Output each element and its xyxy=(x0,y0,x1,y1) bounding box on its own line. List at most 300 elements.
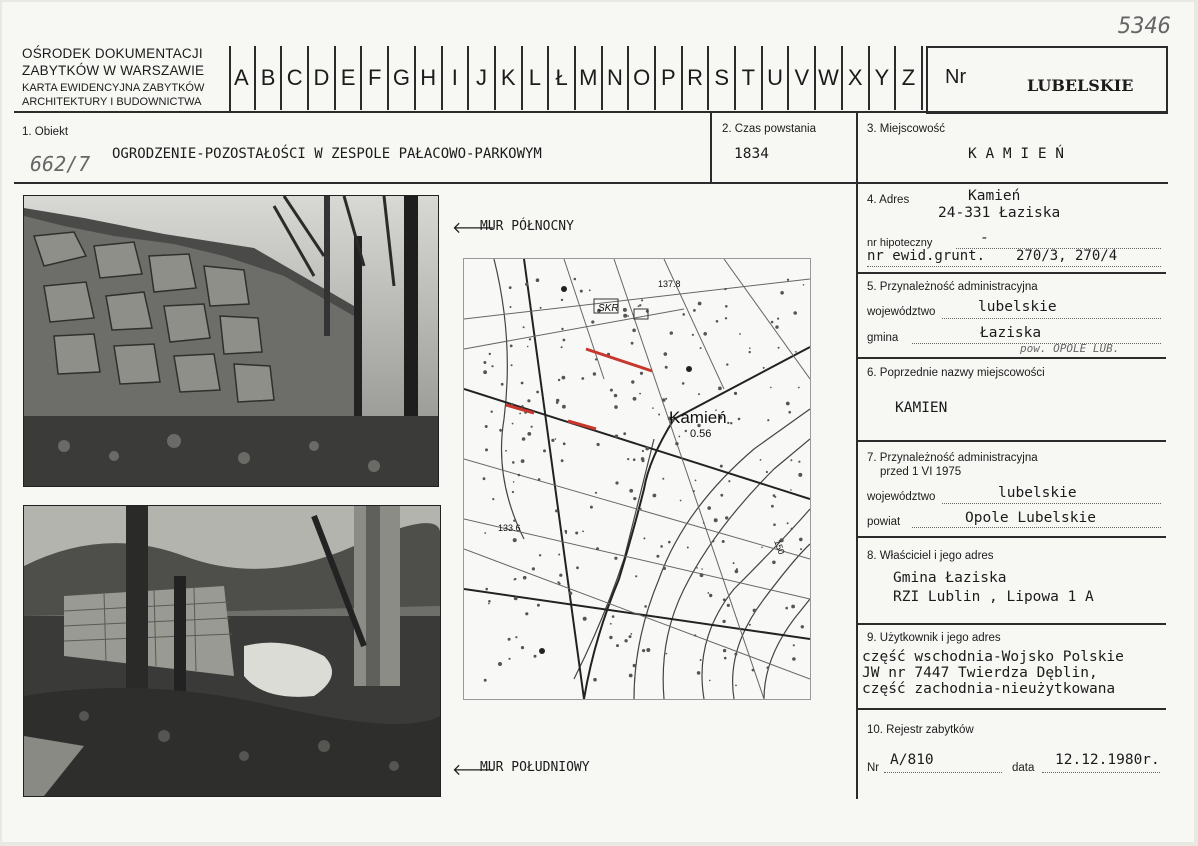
map-orchard-dot xyxy=(799,538,803,542)
caption-south: MUR POŁUDNIOWY xyxy=(480,760,590,775)
wlasciciel-line2: RZI Lublin , Lipowa 1 A xyxy=(893,589,1094,605)
map-orchard-dot xyxy=(696,567,698,569)
map-orchard-dot xyxy=(633,458,636,461)
poprzednie-value: KAMIEN xyxy=(895,400,948,416)
map-orchard-dot xyxy=(513,481,515,483)
map-orchard-dot xyxy=(665,366,668,369)
map-orchard-dot xyxy=(523,576,527,580)
map-orchard-dot xyxy=(561,328,563,330)
pow-note: pow. OPOLE LUB. xyxy=(1020,342,1120,355)
map-orchard-dot xyxy=(629,674,633,678)
map-orchard-dot xyxy=(700,659,702,661)
map-orchard-dot xyxy=(593,372,596,375)
region-name: LUBELSKIE xyxy=(1027,76,1134,95)
map-orchard-dot xyxy=(581,377,584,380)
map-orchard-dot xyxy=(574,278,577,281)
map-orchard-dot xyxy=(491,365,493,367)
letter-index-20: U xyxy=(763,46,790,110)
map-orchard-dot xyxy=(532,567,535,570)
map-orchard-dot xyxy=(714,518,718,522)
map-orchard-dot xyxy=(695,480,697,482)
map-orchard-dot xyxy=(803,284,805,286)
map-orchard-dot xyxy=(656,555,659,558)
map-orchard-dot xyxy=(561,459,564,462)
map-orchard-dot xyxy=(727,604,730,607)
map-orchard-dot xyxy=(786,402,790,406)
rejestr-nr-line xyxy=(884,772,1002,773)
map-orchard-dot xyxy=(508,638,511,641)
map-orchard-dot xyxy=(774,496,776,498)
map-orchard-dot xyxy=(693,490,695,492)
map-orchard-dot xyxy=(563,442,566,445)
map-orchard-dot xyxy=(559,574,562,577)
map-orchard-dot xyxy=(531,426,533,428)
map-orchard-dot xyxy=(633,497,636,500)
map-orchard-dot xyxy=(575,532,578,535)
letter-index-5: F xyxy=(362,46,389,110)
letter-index-6: G xyxy=(389,46,416,110)
map-orchard-dot xyxy=(665,398,667,400)
map-orchard-dot xyxy=(556,401,559,404)
map-orchard-dot xyxy=(700,573,704,577)
map-orchard-dot xyxy=(801,625,804,628)
rejestr-nr-value: A/810 xyxy=(890,752,934,768)
map-town-label: Kamień xyxy=(669,408,727,427)
map-orchard-dot xyxy=(642,649,645,652)
map-orchard-dot xyxy=(631,342,634,345)
map-orchard-dot xyxy=(640,508,642,510)
gmina-label: gmina xyxy=(867,332,899,344)
map-elevation-4: 150 xyxy=(772,538,787,556)
map-orchard-dot xyxy=(525,612,528,615)
map-orchard-dot xyxy=(787,279,789,281)
map-orchard-dot xyxy=(724,657,727,660)
map-orchard-dot xyxy=(485,448,488,451)
map-orchard-dot xyxy=(562,405,566,409)
map-orchard-dot xyxy=(641,299,643,301)
map-orchard-dot xyxy=(792,657,796,661)
letter-index-14: N xyxy=(603,46,630,110)
divider-row1 xyxy=(14,182,1168,184)
map-orchard-dot xyxy=(722,620,725,623)
map-orchard-dot xyxy=(642,450,644,452)
map-orchard-dot xyxy=(700,347,702,349)
woj-label: województwo xyxy=(867,306,936,318)
map-orchard-dot xyxy=(725,317,727,319)
obiekt-value: OGRODZENIE-POZOSTAŁOŚCI W ZESPOLE PAŁACOWO-PARKOWYM xyxy=(112,146,542,162)
map-orchard-dot xyxy=(569,592,573,596)
letter-index-0: A xyxy=(229,46,256,110)
ewid-label: nr ewid.grunt. xyxy=(867,248,986,264)
map-orchard-dot xyxy=(485,425,488,428)
uzytkownik-label: 9. Użytkownik i jego adres xyxy=(867,632,1001,644)
map-orchard-dot xyxy=(787,522,789,524)
map-orchard-dot xyxy=(527,346,529,348)
map-orchard-dot xyxy=(521,459,525,463)
map-orchard-dot xyxy=(646,648,650,652)
map-orchard-dot xyxy=(614,394,617,397)
map-orchard-dot xyxy=(723,598,726,601)
map-orchard-dot xyxy=(639,393,641,395)
map-orchard-dot xyxy=(555,438,557,440)
map-orchard-dot xyxy=(508,658,510,660)
map-orchard-dot xyxy=(763,367,765,369)
map-orchard-dot xyxy=(512,491,514,493)
letter-index-19: T xyxy=(736,46,763,110)
letter-index-13: M xyxy=(576,46,603,110)
map-orchard-dot xyxy=(771,321,774,324)
map-orchard-dot xyxy=(483,477,486,480)
map-orchard-dot xyxy=(519,413,521,415)
map-orchard-dot xyxy=(722,540,725,543)
map-orchard-dot xyxy=(798,387,800,389)
map-orchard-dot xyxy=(558,554,560,556)
divider-sec5 xyxy=(856,272,1166,274)
map-orchard-dot xyxy=(565,532,567,534)
letter-index-18: S xyxy=(709,46,736,110)
map-orchard-dot xyxy=(501,383,504,386)
letter-index-21: V xyxy=(789,46,816,110)
map-orchard-dot xyxy=(639,304,641,306)
map-orchard-dot xyxy=(527,399,530,402)
map-orchard-dot xyxy=(510,306,512,308)
map-orchard-dot xyxy=(723,649,726,652)
map-orchard-dot xyxy=(693,309,696,312)
letter-index-7: H xyxy=(416,46,443,110)
map-orchard-dot xyxy=(767,419,769,421)
map-orchard-dot xyxy=(538,478,541,481)
map-orchard-dot xyxy=(627,315,629,317)
przynaleznosc1975-label1: 7. Przynależność administracyjna xyxy=(867,452,1038,464)
map-orchard-dot xyxy=(551,439,554,442)
uzytkownik-line1: część wschodnia-Wojsko Polskie xyxy=(862,649,1124,665)
map-orchard-dot xyxy=(534,655,537,658)
map-elevation-2: 137.8 xyxy=(658,279,681,289)
letter-index-10: K xyxy=(496,46,523,110)
map-orchard-dot xyxy=(718,387,722,391)
map-orchard-dot xyxy=(670,331,673,334)
map-orchard-dot xyxy=(515,636,517,638)
map-orchard-dot xyxy=(733,562,735,564)
map-orchard-dot xyxy=(543,449,546,452)
map-orchard-dot xyxy=(720,465,723,468)
map-orchard-dot xyxy=(687,547,689,549)
map-orchard-dot xyxy=(735,685,737,687)
map-orchard-dot xyxy=(709,594,712,597)
map-orchard-dot xyxy=(583,617,587,621)
map-orchard-dot xyxy=(623,308,627,312)
corner-number: 5346 xyxy=(1118,14,1171,39)
map-orchard-dot xyxy=(512,423,514,425)
map-orchard-dot xyxy=(623,314,627,318)
nr-label: Nr xyxy=(945,66,967,88)
letter-index-24: Y xyxy=(870,46,897,110)
org-line3: KARTA EWIDENCYJNA ZABYTKÓW xyxy=(22,82,205,94)
map-orchard-dot xyxy=(610,623,612,625)
map-orchard-dot xyxy=(492,498,494,500)
letter-index xyxy=(229,46,923,110)
map-orchard-dot xyxy=(682,313,685,316)
map-orchard-dot xyxy=(785,607,788,610)
woj1975-line xyxy=(942,503,1161,504)
map-orchard-dot xyxy=(488,603,490,605)
map-orchard-dot xyxy=(725,305,728,308)
map-orchard-dot xyxy=(727,422,729,424)
divider-sec9 xyxy=(856,623,1166,625)
map-orchard-dot xyxy=(630,633,632,635)
map-orchard-dot xyxy=(698,393,700,395)
letter-index-22: W xyxy=(816,46,843,110)
map-orchard-dot xyxy=(589,289,591,291)
map-orchard-dot xyxy=(596,547,599,550)
map-orchard-dot xyxy=(653,494,657,498)
map-orchard-dot xyxy=(615,481,618,484)
divider-sec8 xyxy=(856,536,1166,538)
map-orchard-dot xyxy=(663,567,666,570)
letter-index-8: I xyxy=(443,46,470,110)
map-orchard-dot xyxy=(675,442,678,445)
arrow-left-icon: 🡐 xyxy=(452,762,495,779)
map-orchard-dot xyxy=(795,351,797,353)
map-orchard-dot xyxy=(753,609,757,613)
map-orchard-dot xyxy=(558,379,560,381)
map-orchard-dot xyxy=(624,639,627,642)
wlasciciel-line1: Gmina Łaziska xyxy=(893,570,1007,586)
photo-south-wall xyxy=(23,505,441,797)
map-orchard-dot xyxy=(660,545,663,548)
map-orchard-dot xyxy=(580,290,583,293)
map-orchard-dot xyxy=(724,288,726,290)
map-orchard-dot xyxy=(513,538,517,542)
map-orchard-dot xyxy=(521,646,524,649)
caption-north: MUR PÓŁNOCNY xyxy=(480,219,574,234)
czas-value: 1834 xyxy=(734,146,769,162)
map-orchard-dot xyxy=(536,391,539,394)
map-orchard-dot xyxy=(800,548,802,550)
map-orchard-dot xyxy=(780,291,784,295)
map-orchard-dot xyxy=(798,473,802,477)
woj1975-value: lubelskie xyxy=(998,485,1077,501)
map-orchard-dot xyxy=(595,492,597,494)
map-orchard-dot xyxy=(539,554,541,556)
map-orchard-dot xyxy=(561,299,563,301)
map-orchard-dot xyxy=(633,664,636,667)
map-orchard-dot xyxy=(491,411,493,413)
map-orchard-dot xyxy=(616,644,619,647)
map-orchard-dot xyxy=(632,329,636,333)
map-orchard-dot xyxy=(720,494,723,497)
divider-sec7 xyxy=(856,440,1166,442)
map-orchard-dot xyxy=(652,407,654,409)
map-orchard-dot xyxy=(644,605,647,608)
map-orchard-dot xyxy=(790,489,792,491)
letter-index-2: C xyxy=(282,46,309,110)
map-orchard-dot xyxy=(766,471,768,473)
map-orchard-dot xyxy=(614,557,617,560)
map-orchard-dot xyxy=(666,653,668,655)
map-orchard-dot xyxy=(635,575,637,577)
map-orchard-dot xyxy=(734,653,737,656)
map-orchard-dot xyxy=(735,570,739,574)
woj-line xyxy=(942,318,1161,319)
map-orchard-dot xyxy=(793,644,795,646)
map-orchard-dot xyxy=(734,392,737,395)
map-orchard-dot xyxy=(562,376,566,380)
map-orchard-dot xyxy=(536,278,540,282)
map-orchard-dot xyxy=(615,435,618,438)
map-orchard-dot xyxy=(662,478,664,480)
map-orchard-dot xyxy=(593,678,597,682)
ewid-line xyxy=(867,266,1161,267)
map-orchard-dot xyxy=(529,338,531,340)
wlasciciel-label: 8. Właściciel i jego adres xyxy=(867,550,994,562)
org-line4: ARCHITEKTURY I BUDOWNICTWA xyxy=(22,96,202,108)
woj1975-label: województwo xyxy=(867,491,936,503)
map-orchard-dot xyxy=(771,505,774,508)
letter-index-9: J xyxy=(469,46,496,110)
map-orchard-dot xyxy=(749,624,751,626)
map-orchard-dot xyxy=(739,333,741,335)
org-line1: OŚRODEK DOKUMENTACJI xyxy=(22,46,203,61)
map-orchard-dot xyxy=(793,311,797,315)
map-orchard-dot xyxy=(678,436,680,438)
map-elevation-1: 0.56 xyxy=(690,428,712,440)
map-orchard-dot xyxy=(525,283,528,286)
map-orchard-dot xyxy=(730,422,732,424)
map-orchard-dot xyxy=(716,320,719,323)
map-orchard-dot xyxy=(701,568,703,570)
obiekt-label: 1. Obiekt xyxy=(22,126,69,138)
map-orchard-dot xyxy=(682,382,685,385)
map-orchard-dot xyxy=(772,561,776,565)
map-orchard-dot xyxy=(709,680,711,682)
map-orchard-dot xyxy=(555,509,558,512)
map-orchard-dot xyxy=(590,506,593,509)
rejestr-data-label: data xyxy=(1012,762,1035,774)
letter-index-4: E xyxy=(336,46,363,110)
map-orchard-dot xyxy=(521,382,524,385)
map-orchard-dot xyxy=(760,459,762,461)
letter-index-16: P xyxy=(656,46,683,110)
map-orchard-dot xyxy=(770,387,772,389)
hipoteczny-label: nr hipoteczny xyxy=(867,237,933,249)
divider-sec6 xyxy=(856,357,1166,359)
letter-index-12: Ł xyxy=(549,46,576,110)
map-orchard-dot xyxy=(610,389,613,392)
map-orchard-dot xyxy=(540,307,542,309)
map-orchard-dot xyxy=(703,332,707,336)
woj-value: lubelskie xyxy=(978,299,1057,315)
map-orchard-dot xyxy=(510,345,513,348)
rejestr-nr-label: Nr xyxy=(867,762,880,774)
map-elevation-3: 133.6 xyxy=(498,523,521,533)
divider-sec10 xyxy=(856,708,1166,710)
map-skr-label: SKR xyxy=(598,303,619,314)
map-orchard-dot xyxy=(614,405,618,409)
map-orchard-dot xyxy=(537,604,540,607)
map-orchard-dot xyxy=(790,459,792,461)
map-orchard-dot xyxy=(582,531,584,533)
map-orchard-dot xyxy=(761,547,763,549)
map-orchard-dot xyxy=(609,636,612,639)
org-line2: ZABYTKÓW W WARSZAWIE xyxy=(22,63,205,78)
map-orchard-dot xyxy=(773,523,776,526)
map-orchard-dot xyxy=(788,411,791,414)
map-orchard-dot xyxy=(561,346,563,348)
przynaleznosc-label: 5. Przynależność administracyjna xyxy=(867,281,1038,293)
map-orchard-dot xyxy=(633,397,637,401)
map-orchard-dot xyxy=(518,474,521,477)
map-orchard-dot xyxy=(627,458,629,460)
map-orchard-dot xyxy=(511,364,513,366)
map-orchard-dot xyxy=(680,500,682,502)
letter-index-1: B xyxy=(256,46,283,110)
przynaleznosc1975-label2: przed 1 VI 1975 xyxy=(880,466,962,478)
adres-line2: 24-331 Łaziska xyxy=(938,205,1061,221)
map-orchard-dot xyxy=(662,398,666,402)
map-orchard-dot xyxy=(623,432,626,435)
map-orchard-dot xyxy=(798,461,800,463)
map-orchard-dot xyxy=(557,581,559,583)
map-orchard-dot xyxy=(484,532,486,534)
map-orchard-dot xyxy=(629,489,633,493)
czas-label: 2. Czas powstania xyxy=(722,123,816,135)
map-orchard-dot xyxy=(749,347,751,349)
map-orchard-dot xyxy=(563,339,566,342)
map-orchard-dot xyxy=(483,361,486,364)
photo-north-wall xyxy=(23,195,439,487)
map-orchard-dot xyxy=(749,351,751,353)
divider-top xyxy=(14,111,1168,113)
map-orchard-dot xyxy=(513,520,515,522)
map-orchard-dot xyxy=(778,347,780,349)
letter-index-15: O xyxy=(629,46,656,110)
map-orchard-dot xyxy=(645,447,649,451)
adres-label: 4. Adres xyxy=(867,194,910,206)
uzytkownik-line3: część zachodnia-nieużytkowana xyxy=(862,681,1116,697)
map-orchard-dot xyxy=(591,320,594,323)
map-orchard-dot xyxy=(697,671,701,675)
hipoteczny-value: - xyxy=(980,230,989,246)
map-orchard-dot xyxy=(728,480,730,482)
map-orchard-dot xyxy=(629,635,632,638)
map-orchard-dot xyxy=(505,450,507,452)
map-orchard-dot xyxy=(703,522,705,524)
map-orchard-dot xyxy=(595,358,597,360)
location-map xyxy=(463,258,811,700)
letter-index-23: X xyxy=(843,46,870,110)
divider-right-column xyxy=(856,111,858,799)
rejestr-label: 10. Rejestr zabytków xyxy=(867,724,974,736)
map-orchard-dot xyxy=(738,418,741,421)
map-orchard-dot xyxy=(485,588,488,591)
arrow-left-icon: 🡐 xyxy=(452,220,495,237)
map-orchard-dot xyxy=(483,370,487,374)
map-orchard-dot xyxy=(775,325,778,328)
letter-index-11: L xyxy=(523,46,550,110)
ewid-value: 270/3, 270/4 xyxy=(1016,248,1118,264)
gmina-value: Łaziska xyxy=(980,325,1042,341)
letter-index-25: Z xyxy=(896,46,923,110)
map-orchard-dot xyxy=(514,597,518,601)
miejscowosc-label: 3. Miejscowość xyxy=(867,123,945,135)
map-orchard-dot xyxy=(694,634,696,636)
map-orchard-dot xyxy=(698,302,702,306)
powiat-line xyxy=(912,527,1161,528)
map-orchard-dot xyxy=(509,286,512,289)
letter-index-3: D xyxy=(309,46,336,110)
map-orchard-dot xyxy=(643,537,645,539)
